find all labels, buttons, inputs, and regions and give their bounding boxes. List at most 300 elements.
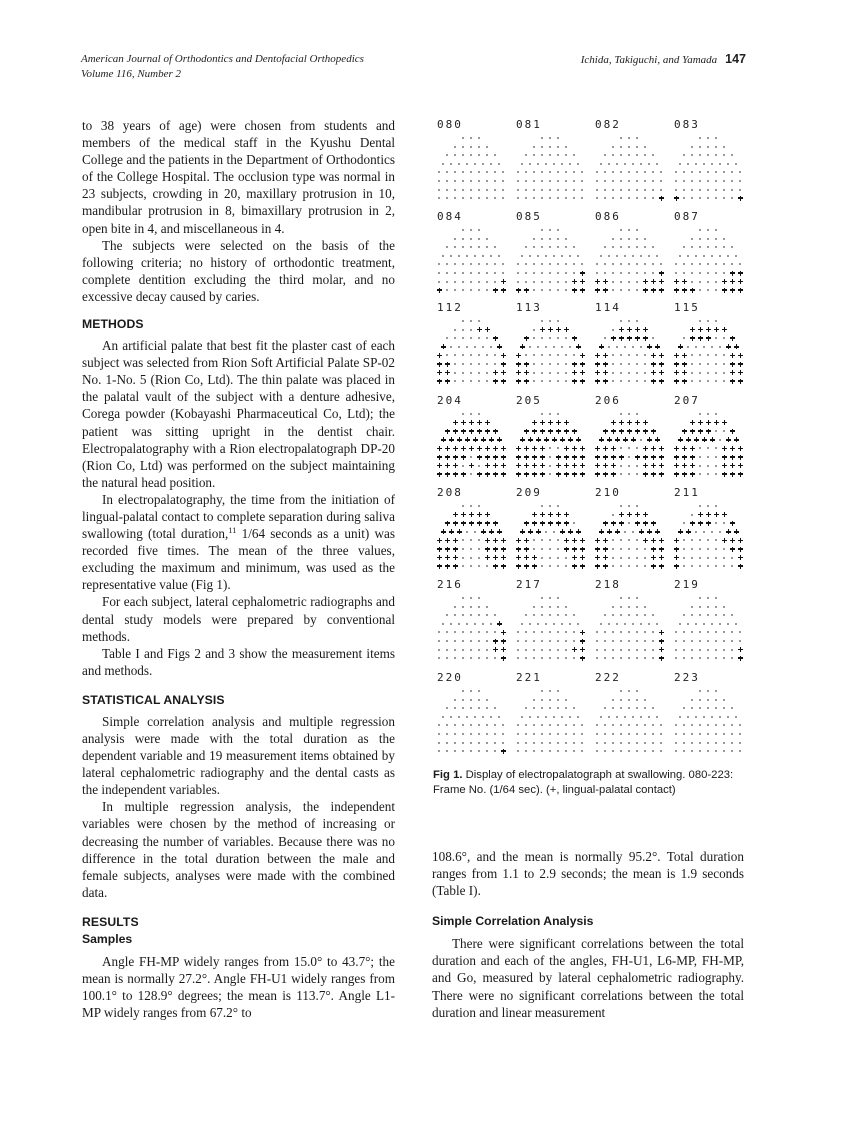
electrode-dot bbox=[478, 565, 480, 567]
contact-plus-icon bbox=[461, 455, 466, 460]
electrode-dot bbox=[683, 263, 685, 265]
electrode-dot bbox=[715, 154, 717, 156]
electrode-dot bbox=[446, 649, 448, 651]
electrode-dot bbox=[486, 742, 488, 744]
electrode-dot bbox=[628, 197, 630, 199]
contact-plus-icon bbox=[524, 455, 529, 460]
electrode-dot bbox=[462, 742, 464, 744]
electrode-dot bbox=[707, 320, 709, 322]
contact-plus-icon bbox=[674, 472, 679, 477]
electrode-dot bbox=[565, 372, 567, 374]
electrode-dot bbox=[612, 189, 614, 191]
electrode-dot bbox=[446, 724, 448, 726]
electrode-dot bbox=[604, 154, 606, 156]
contact-plus-icon bbox=[698, 336, 703, 341]
electrode-dot bbox=[640, 346, 642, 348]
electrode-dot bbox=[478, 548, 480, 550]
contact-plus-icon bbox=[540, 429, 545, 434]
electrode-dot bbox=[502, 180, 504, 182]
electrode-dot bbox=[636, 289, 638, 291]
contact-plus-icon bbox=[524, 564, 529, 569]
contact-plus-icon bbox=[722, 472, 727, 477]
contact-plus-icon bbox=[556, 472, 561, 477]
electrode-dot bbox=[494, 363, 496, 365]
electrode-dot bbox=[604, 640, 606, 642]
contact-plus-icon bbox=[682, 455, 687, 460]
electrode-dot bbox=[557, 649, 559, 651]
left-column bbox=[82, 117, 395, 1021]
contact-plus-icon bbox=[639, 529, 644, 534]
contact-plus-icon bbox=[651, 455, 656, 460]
contact-plus-icon bbox=[726, 437, 731, 442]
electrode-dot bbox=[612, 724, 614, 726]
electrode-dot bbox=[707, 649, 709, 651]
electrode-dot bbox=[628, 733, 630, 735]
contact-plus-icon bbox=[682, 429, 687, 434]
electrode-dot bbox=[573, 631, 575, 633]
electrode-dot bbox=[470, 631, 472, 633]
contact-plus-icon bbox=[659, 279, 664, 284]
contact-plus-icon bbox=[564, 429, 569, 434]
contact-plus-icon bbox=[493, 370, 498, 375]
electrode-dot bbox=[557, 372, 559, 374]
electrode-dot bbox=[557, 146, 559, 148]
palatogram-frame bbox=[591, 578, 667, 666]
electrode-dot bbox=[652, 614, 654, 616]
electrode-dot bbox=[533, 606, 535, 608]
palate-electrode-grid bbox=[435, 136, 507, 204]
electrode-dot bbox=[525, 246, 527, 248]
electrode-dot bbox=[683, 657, 685, 659]
electrode-dot bbox=[636, 372, 638, 374]
contact-plus-icon bbox=[501, 370, 506, 375]
contact-plus-icon bbox=[722, 463, 727, 468]
frame-number: 086 bbox=[595, 210, 621, 223]
electrode-dot bbox=[727, 623, 729, 625]
contact-plus-icon bbox=[738, 538, 743, 543]
electrode-dot bbox=[549, 238, 551, 240]
electrode-dot bbox=[561, 346, 563, 348]
electrode-dot bbox=[517, 657, 519, 659]
electrode-dot bbox=[652, 180, 654, 182]
electrode-dot bbox=[612, 733, 614, 735]
electrode-dot bbox=[628, 522, 630, 524]
electrode-dot bbox=[446, 742, 448, 744]
electrode-dot bbox=[691, 539, 693, 541]
electrode-dot bbox=[470, 246, 472, 248]
contact-plus-icon bbox=[698, 327, 703, 332]
electrode-dot bbox=[644, 354, 646, 356]
contact-plus-icon bbox=[682, 362, 687, 367]
electrode-dot bbox=[470, 557, 472, 559]
electrode-dot bbox=[612, 246, 614, 248]
contact-plus-icon bbox=[635, 521, 640, 526]
electrode-dot bbox=[636, 320, 638, 322]
contact-plus-icon bbox=[580, 463, 585, 468]
electrode-dot bbox=[490, 346, 492, 348]
electrode-dot bbox=[723, 154, 725, 156]
contact-plus-icon bbox=[564, 327, 569, 332]
electrode-dot bbox=[462, 238, 464, 240]
electrode-dot bbox=[486, 649, 488, 651]
electrode-dot bbox=[612, 565, 614, 567]
contact-plus-icon bbox=[453, 446, 458, 451]
contact-plus-icon bbox=[734, 437, 739, 442]
electrode-dot bbox=[683, 724, 685, 726]
electrode-dot bbox=[632, 716, 634, 718]
electrode-dot bbox=[486, 246, 488, 248]
electrode-dot bbox=[470, 229, 472, 231]
electrode-dot bbox=[541, 363, 543, 365]
electrode-dot bbox=[652, 272, 654, 274]
palatogram-frame bbox=[670, 210, 746, 298]
electrode-dot bbox=[470, 742, 472, 744]
electrode-dot bbox=[612, 707, 614, 709]
electrode-dot bbox=[628, 380, 630, 382]
electrode-dot bbox=[533, 631, 535, 633]
electrode-dot bbox=[600, 255, 602, 257]
electrode-dot bbox=[581, 197, 583, 199]
electrode-dot bbox=[683, 272, 685, 274]
contact-plus-icon bbox=[556, 429, 561, 434]
contact-plus-icon bbox=[580, 639, 585, 644]
contact-plus-icon bbox=[501, 288, 506, 293]
frame-number: 218 bbox=[595, 578, 621, 591]
electrode-dot bbox=[533, 380, 535, 382]
contact-plus-icon bbox=[485, 555, 490, 560]
electrode-dot bbox=[462, 380, 464, 382]
contact-plus-icon bbox=[437, 455, 442, 460]
contact-plus-icon bbox=[453, 555, 458, 560]
electrode-dot bbox=[446, 289, 448, 291]
electrode-dot bbox=[478, 180, 480, 182]
electrode-dot bbox=[628, 640, 630, 642]
electrode-dot bbox=[577, 255, 579, 257]
electrode-dot bbox=[565, 238, 567, 240]
contact-plus-icon bbox=[603, 547, 608, 552]
electrode-dot bbox=[557, 363, 559, 365]
contact-plus-icon bbox=[643, 455, 648, 460]
contact-plus-icon bbox=[540, 463, 545, 468]
electrode-dot bbox=[533, 699, 535, 701]
electrode-dot bbox=[549, 557, 551, 559]
electrode-dot bbox=[494, 246, 496, 248]
electrode-dot bbox=[454, 707, 456, 709]
contact-plus-icon bbox=[595, 455, 600, 460]
electrode-dot bbox=[462, 137, 464, 139]
electrode-dot bbox=[640, 255, 642, 257]
electrode-dot bbox=[636, 229, 638, 231]
results-heading: RESULTS bbox=[82, 914, 139, 929]
contact-plus-icon bbox=[595, 362, 600, 367]
electrode-dot bbox=[731, 631, 733, 633]
electrode-dot bbox=[446, 281, 448, 283]
electrode-dot bbox=[486, 380, 488, 382]
electrode-dot bbox=[604, 631, 606, 633]
electrode-dot bbox=[458, 346, 460, 348]
electrode-dot bbox=[549, 171, 551, 173]
electrode-dot bbox=[541, 597, 543, 599]
electrode-dot bbox=[596, 657, 598, 659]
contact-plus-icon bbox=[532, 463, 537, 468]
electrode-dot bbox=[438, 724, 440, 726]
contact-plus-icon bbox=[682, 370, 687, 375]
electrode-dot bbox=[691, 548, 693, 550]
electrode-dot bbox=[620, 548, 622, 550]
contact-plus-icon bbox=[706, 429, 711, 434]
electrode-dot bbox=[557, 539, 559, 541]
contact-plus-icon bbox=[674, 370, 679, 375]
electrode-dot bbox=[466, 255, 468, 257]
electrode-dot bbox=[612, 197, 614, 199]
contact-plus-icon bbox=[516, 379, 521, 384]
electrode-dot bbox=[687, 255, 689, 257]
contact-plus-icon bbox=[627, 327, 632, 332]
electrode-dot bbox=[565, 565, 567, 567]
contact-plus-icon bbox=[453, 429, 458, 434]
electrode-dot bbox=[699, 565, 701, 567]
electrode-dot bbox=[715, 337, 717, 339]
electrode-dot bbox=[699, 733, 701, 735]
electrode-dot bbox=[707, 699, 709, 701]
figure-caption-text: Display of electropalatograph at swallowing. 080-223: Frame No. (1/64 sec). (+, lingual-palatal contact) bbox=[433, 769, 734, 796]
electrode-dot bbox=[707, 171, 709, 173]
contact-plus-icon bbox=[461, 472, 466, 477]
contact-plus-icon bbox=[615, 437, 620, 442]
electrode-dot bbox=[604, 189, 606, 191]
contact-plus-icon bbox=[580, 647, 585, 652]
electrode-dot bbox=[715, 649, 717, 651]
contact-plus-icon bbox=[651, 538, 656, 543]
electrode-dot bbox=[581, 724, 583, 726]
electrode-dot bbox=[703, 623, 705, 625]
contact-plus-icon bbox=[556, 327, 561, 332]
electrode-dot bbox=[636, 548, 638, 550]
contact-plus-icon bbox=[445, 446, 450, 451]
contact-plus-icon bbox=[734, 529, 739, 534]
contact-plus-icon bbox=[572, 463, 577, 468]
electrode-dot bbox=[533, 657, 535, 659]
electrode-dot bbox=[628, 699, 630, 701]
electrode-dot bbox=[474, 255, 476, 257]
electrode-dot bbox=[438, 640, 440, 642]
palate-electrode-grid bbox=[514, 228, 586, 296]
electrode-dot bbox=[695, 255, 697, 257]
contact-plus-icon bbox=[552, 437, 557, 442]
electrode-dot bbox=[600, 623, 602, 625]
electrode-dot bbox=[691, 707, 693, 709]
electrode-dot bbox=[462, 557, 464, 559]
electrode-dot bbox=[494, 657, 496, 659]
electrode-dot bbox=[636, 413, 638, 415]
electrode-dot bbox=[596, 272, 598, 274]
electrode-dot bbox=[517, 640, 519, 642]
electrode-dot bbox=[470, 649, 472, 651]
electrode-dot bbox=[715, 733, 717, 735]
electrode-dot bbox=[478, 272, 480, 274]
palatogram-frame bbox=[433, 486, 509, 574]
electrode-dot bbox=[502, 197, 504, 199]
electrode-dot bbox=[525, 263, 527, 265]
frame-number: 113 bbox=[516, 301, 542, 314]
electrode-dot bbox=[604, 171, 606, 173]
electrode-dot bbox=[470, 171, 472, 173]
electrode-dot bbox=[557, 707, 559, 709]
electrode-dot bbox=[715, 690, 717, 692]
contact-plus-icon bbox=[493, 463, 498, 468]
contact-plus-icon bbox=[738, 555, 743, 560]
contact-plus-icon bbox=[603, 455, 608, 460]
electrode-dot bbox=[565, 640, 567, 642]
contact-plus-icon bbox=[603, 555, 608, 560]
electrode-dot bbox=[644, 557, 646, 559]
electrode-dot bbox=[541, 733, 543, 735]
contact-plus-icon bbox=[615, 529, 620, 534]
contact-plus-icon bbox=[457, 437, 462, 442]
contact-plus-icon bbox=[473, 437, 478, 442]
electrode-dot bbox=[723, 146, 725, 148]
contact-plus-icon bbox=[572, 446, 577, 451]
electrode-dot bbox=[652, 154, 654, 156]
electrode-dot bbox=[569, 255, 571, 257]
palatogram-frame bbox=[512, 210, 588, 298]
electrode-dot bbox=[470, 320, 472, 322]
electrode-dot bbox=[675, 631, 677, 633]
electrode-dot bbox=[517, 649, 519, 651]
contact-plus-icon bbox=[623, 437, 628, 442]
contact-plus-icon bbox=[611, 420, 616, 425]
electrode-dot bbox=[703, 255, 705, 257]
contact-plus-icon bbox=[635, 429, 640, 434]
palate-electrode-grid bbox=[593, 412, 665, 480]
electrode-dot bbox=[549, 456, 551, 458]
electrode-dot bbox=[486, 197, 488, 199]
contact-plus-icon bbox=[564, 472, 569, 477]
electrode-dot bbox=[462, 197, 464, 199]
electrode-dot bbox=[486, 171, 488, 173]
contact-plus-icon bbox=[572, 279, 577, 284]
contact-plus-icon bbox=[564, 547, 569, 552]
electrode-dot bbox=[581, 171, 583, 173]
electrode-dot bbox=[557, 631, 559, 633]
electrode-dot bbox=[541, 699, 543, 701]
electrode-dot bbox=[537, 623, 539, 625]
contact-plus-icon bbox=[445, 429, 450, 434]
contact-plus-icon bbox=[714, 512, 719, 517]
electrode-dot bbox=[632, 623, 634, 625]
electrode-dot bbox=[636, 363, 638, 365]
contact-plus-icon bbox=[651, 472, 656, 477]
electrode-dot bbox=[565, 289, 567, 291]
electrode-dot bbox=[715, 372, 717, 374]
contact-plus-icon bbox=[520, 344, 525, 349]
electrode-dot bbox=[517, 171, 519, 173]
electrode-dot bbox=[731, 649, 733, 651]
electrode-dot bbox=[612, 329, 614, 331]
electrode-dot bbox=[438, 657, 440, 659]
electrode-dot bbox=[494, 631, 496, 633]
contact-plus-icon bbox=[572, 472, 577, 477]
electrode-dot bbox=[628, 229, 630, 231]
electrode-dot bbox=[683, 337, 685, 339]
electrode-dot bbox=[525, 614, 527, 616]
electrode-dot bbox=[683, 557, 685, 559]
electrode-dot bbox=[549, 154, 551, 156]
journal-title: American Journal of Orthodontics and Dentofacial Orthopedics bbox=[81, 53, 364, 65]
samples-heading: Samples bbox=[82, 931, 133, 946]
contact-plus-icon bbox=[643, 521, 648, 526]
contact-plus-icon bbox=[580, 538, 585, 543]
electrode-dot bbox=[739, 171, 741, 173]
electrode-dot bbox=[652, 640, 654, 642]
electrode-dot bbox=[541, 657, 543, 659]
electrode-dot bbox=[525, 631, 527, 633]
electrode-dot bbox=[620, 649, 622, 651]
electrode-dot bbox=[600, 716, 602, 718]
electrode-dot bbox=[707, 180, 709, 182]
electrode-dot bbox=[454, 189, 456, 191]
electrode-dot bbox=[478, 631, 480, 633]
electrode-dot bbox=[608, 716, 610, 718]
electrode-dot bbox=[478, 372, 480, 374]
contact-plus-icon bbox=[572, 455, 577, 460]
electrode-dot bbox=[446, 707, 448, 709]
contact-plus-icon bbox=[599, 437, 604, 442]
frame-number: 222 bbox=[595, 671, 621, 684]
contact-plus-icon bbox=[595, 370, 600, 375]
electrode-dot bbox=[620, 657, 622, 659]
electrode-dot bbox=[557, 137, 559, 139]
electrode-dot bbox=[636, 557, 638, 559]
electrode-dot bbox=[549, 180, 551, 182]
electrode-dot bbox=[699, 272, 701, 274]
contact-plus-icon bbox=[485, 463, 490, 468]
contact-plus-icon bbox=[580, 547, 585, 552]
electrode-dot bbox=[462, 750, 464, 752]
electrode-dot bbox=[656, 255, 658, 257]
contact-plus-icon bbox=[524, 538, 529, 543]
contact-plus-icon bbox=[698, 420, 703, 425]
contact-plus-icon bbox=[659, 538, 664, 543]
electrode-dot bbox=[644, 171, 646, 173]
contact-plus-icon bbox=[477, 446, 482, 451]
electrode-dot bbox=[545, 255, 547, 257]
electrode-dot bbox=[533, 372, 535, 374]
electrode-dot bbox=[454, 337, 456, 339]
contact-plus-icon bbox=[437, 370, 442, 375]
electrode-dot bbox=[644, 263, 646, 265]
electrode-dot bbox=[632, 255, 634, 257]
electrode-dot bbox=[652, 246, 654, 248]
electrode-dot bbox=[636, 707, 638, 709]
electrode-dot bbox=[628, 246, 630, 248]
contact-plus-icon bbox=[651, 353, 656, 358]
electrode-dot bbox=[596, 750, 598, 752]
electrode-dot bbox=[498, 716, 500, 718]
electrode-dot bbox=[652, 631, 654, 633]
electrode-dot bbox=[462, 189, 464, 191]
contact-plus-icon bbox=[461, 512, 466, 517]
contact-plus-icon bbox=[738, 472, 743, 477]
electrode-dot bbox=[731, 197, 733, 199]
electrode-dot bbox=[624, 531, 626, 533]
electrode-dot bbox=[446, 246, 448, 248]
contact-plus-icon bbox=[489, 529, 494, 534]
electrode-dot bbox=[470, 180, 472, 182]
electrode-dot bbox=[454, 272, 456, 274]
contact-plus-icon bbox=[477, 327, 482, 332]
contact-plus-icon bbox=[651, 379, 656, 384]
